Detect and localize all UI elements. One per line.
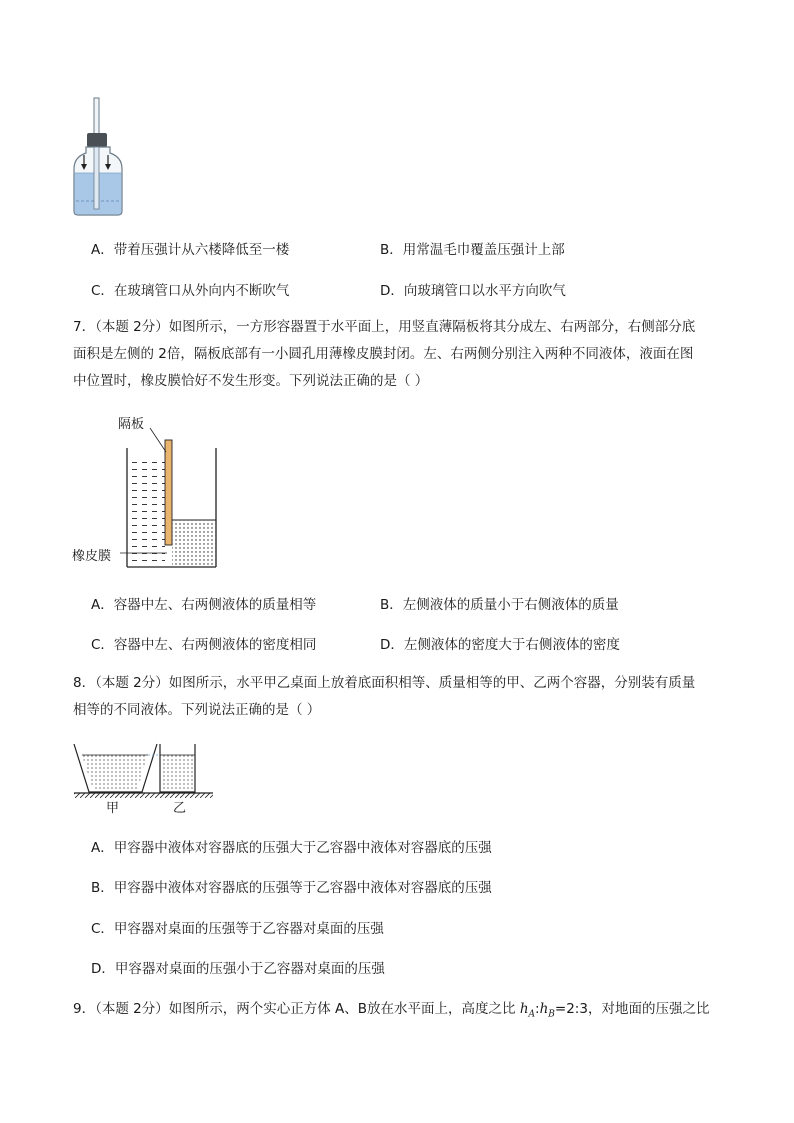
q6-option-b: B．用常温毛巾覆盖压强计上部	[380, 242, 565, 258]
q7-option-b: B．左侧液体的质量小于右侧液体的质量	[380, 597, 619, 613]
q8-stem-line2: 相等的不同液体。下列说法正确的是（ ）	[73, 702, 321, 718]
q6-figure	[70, 95, 130, 220]
q8-stem	[73, 670, 723, 724]
q9-stem	[73, 997, 709, 1020]
pressure-bottle-diagram	[70, 95, 130, 220]
q7-stem-line3: 中位置时，橡皮膜恰好不发生形变。下列说法正确的是（ ）	[73, 373, 429, 389]
q8-figure	[70, 738, 220, 804]
two-containers-diagram	[70, 738, 220, 804]
yi-label: 乙	[173, 801, 187, 816]
q9-colon: :	[535, 1001, 540, 1017]
q8-stem-line1: 8．（本题 2分）如图所示，水平甲乙桌面上放着底面积相等、质量相等的甲、乙两个容器，分别装有质量	[73, 675, 696, 691]
q8-option-a: A．甲容器中液体对容器底的压强大于乙容器中液体对容器底的压强	[91, 840, 492, 856]
q9-ratio: =2:3	[554, 1001, 588, 1017]
q9-sub-b: B	[548, 1009, 555, 1020]
q8-option-d: D．甲容器对桌面的压强小于乙容器对桌面的压强	[91, 961, 385, 977]
q6-option-c: C．在玻璃管口从外向内不断吹气	[91, 283, 290, 299]
q9-prefix: 9．（本题 2分）如图所示，两个实心正方体 A、B放在水平面上，高度之比	[73, 1001, 520, 1017]
q7-option-d: D．左侧液体的密度大于右侧液体的密度	[380, 637, 620, 653]
q9-suffix: ，对地面的压强之比	[587, 1001, 710, 1017]
q6-option-d: D．向玻璃管口以水平方向吹气	[380, 283, 566, 299]
q7-option-a: A．容器中左、右两侧液体的质量相等	[91, 597, 317, 613]
q6-option-a: A．带着压强计从六楼降低至一楼	[91, 242, 290, 258]
q9-h-a: h	[519, 1001, 529, 1017]
q9-sub-a: A	[528, 1009, 536, 1020]
jia-label: 甲	[106, 801, 120, 816]
q8-option-c: C．甲容器对桌面的压强等于乙容器对桌面的压强	[91, 921, 384, 937]
q8-option-b: B．甲容器中液体对容器底的压强等于乙容器中液体对容器底的压强	[91, 880, 492, 896]
membrane-label: 橡皮膜	[72, 549, 112, 564]
q7-stem-line1: 7．（本题 2分）如图所示，一方形容器置于水平面上，用竖直薄隔板将其分成左、右两部分，右侧部分底	[73, 319, 696, 335]
q7-stem-line2: 面积是左侧的 2倍，隔板底部有一小圆孔用薄橡皮膜封闭。左、右两侧分别注入两种不同液体，液面在图	[73, 346, 694, 362]
q9-h-b: h	[539, 1001, 549, 1017]
q7-option-c: C．容器中左、右两侧液体的密度相同	[91, 637, 317, 653]
q7-stem	[73, 314, 723, 395]
partition-label: 隔板	[118, 417, 145, 432]
